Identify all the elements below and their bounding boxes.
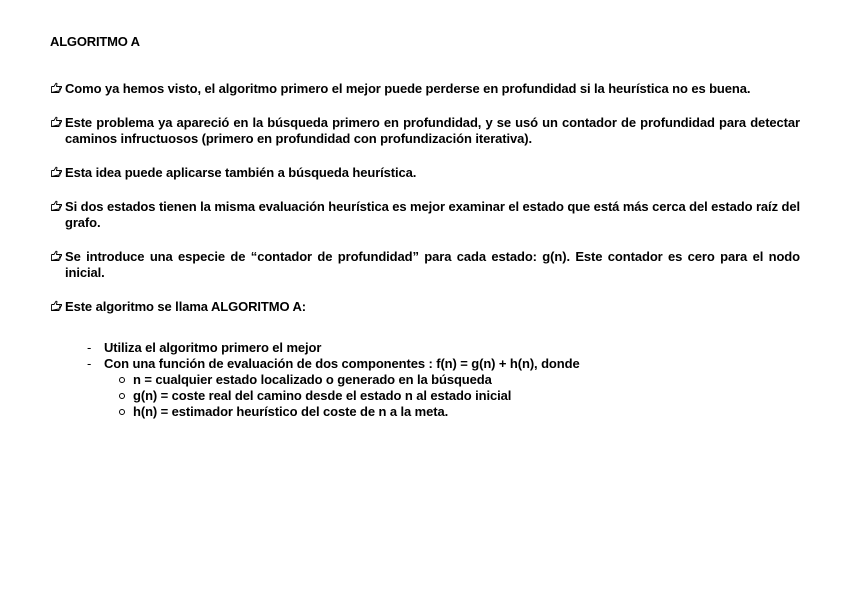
bullet-text: Este problema ya apareció en la búsqueda primero en profundidad, y se usó un contador de profundidad para detectar caminos infructuosos (primero en profundidad con profundización iterativa). bbox=[65, 115, 800, 146]
sub-list-item bbox=[87, 356, 787, 372]
definition-item bbox=[118, 372, 787, 388]
hand-pointing-right-icon bbox=[50, 200, 63, 213]
definition-text: g(n) = coste real del camino desde el estado n al estado inicial bbox=[133, 388, 512, 403]
circle-bullet-icon bbox=[119, 393, 125, 399]
bullet-text: Si dos estados tienen la misma evaluación heurística es mejor examinar el estado que está más cerca del estado raíz del grafo. bbox=[65, 199, 800, 230]
bullet-item bbox=[50, 81, 800, 97]
dash-marker: - bbox=[87, 356, 92, 371]
hand-pointing-right-icon bbox=[50, 250, 63, 263]
hand-pointing-right-icon bbox=[50, 166, 63, 179]
definition-list bbox=[87, 372, 787, 420]
hand-pointing-right-icon bbox=[50, 116, 63, 129]
sub-item-text: Con una función de evaluación de dos componentes : f(n) = g(n) + h(n), donde bbox=[104, 356, 580, 371]
bullet-text: Como ya hemos visto, el algoritmo primero el mejor puede perderse en profundidad si la heurística no es buena. bbox=[65, 81, 751, 96]
definition-item bbox=[118, 404, 787, 420]
circle-bullet-icon bbox=[119, 377, 125, 383]
circle-bullet-icon bbox=[119, 409, 125, 415]
dash-marker: - bbox=[87, 340, 92, 355]
sub-item-text: Utiliza el algoritmo primero el mejor bbox=[104, 340, 322, 355]
definition-item bbox=[118, 388, 787, 404]
bullet-text: Esta idea puede aplicarse también a búsqueda heurística. bbox=[65, 165, 417, 180]
definition-text: h(n) = estimador heurístico del coste de n a la meta. bbox=[133, 404, 449, 419]
sub-list bbox=[87, 340, 787, 420]
bullet-text: Se introduce una especie de “contador de profundidad” para cada estado: g(n). Este contador es cero para el nodo inicial. bbox=[65, 249, 800, 280]
hand-pointing-right-icon bbox=[50, 300, 63, 313]
page-title: ALGORITMO A bbox=[50, 34, 140, 49]
bullet-item bbox=[50, 115, 800, 147]
bullet-text: Este algoritmo se llama ALGORITMO A: bbox=[65, 299, 307, 314]
bullet-item bbox=[50, 199, 800, 231]
bullet-item bbox=[50, 249, 800, 281]
hand-pointing-right-icon bbox=[50, 82, 63, 95]
bullet-item bbox=[50, 165, 800, 181]
definition-text: n = cualquier estado localizado o generado en la búsqueda bbox=[133, 372, 492, 387]
sub-list-item bbox=[87, 340, 787, 356]
bullet-item bbox=[50, 299, 800, 315]
bullet-list bbox=[50, 81, 800, 333]
